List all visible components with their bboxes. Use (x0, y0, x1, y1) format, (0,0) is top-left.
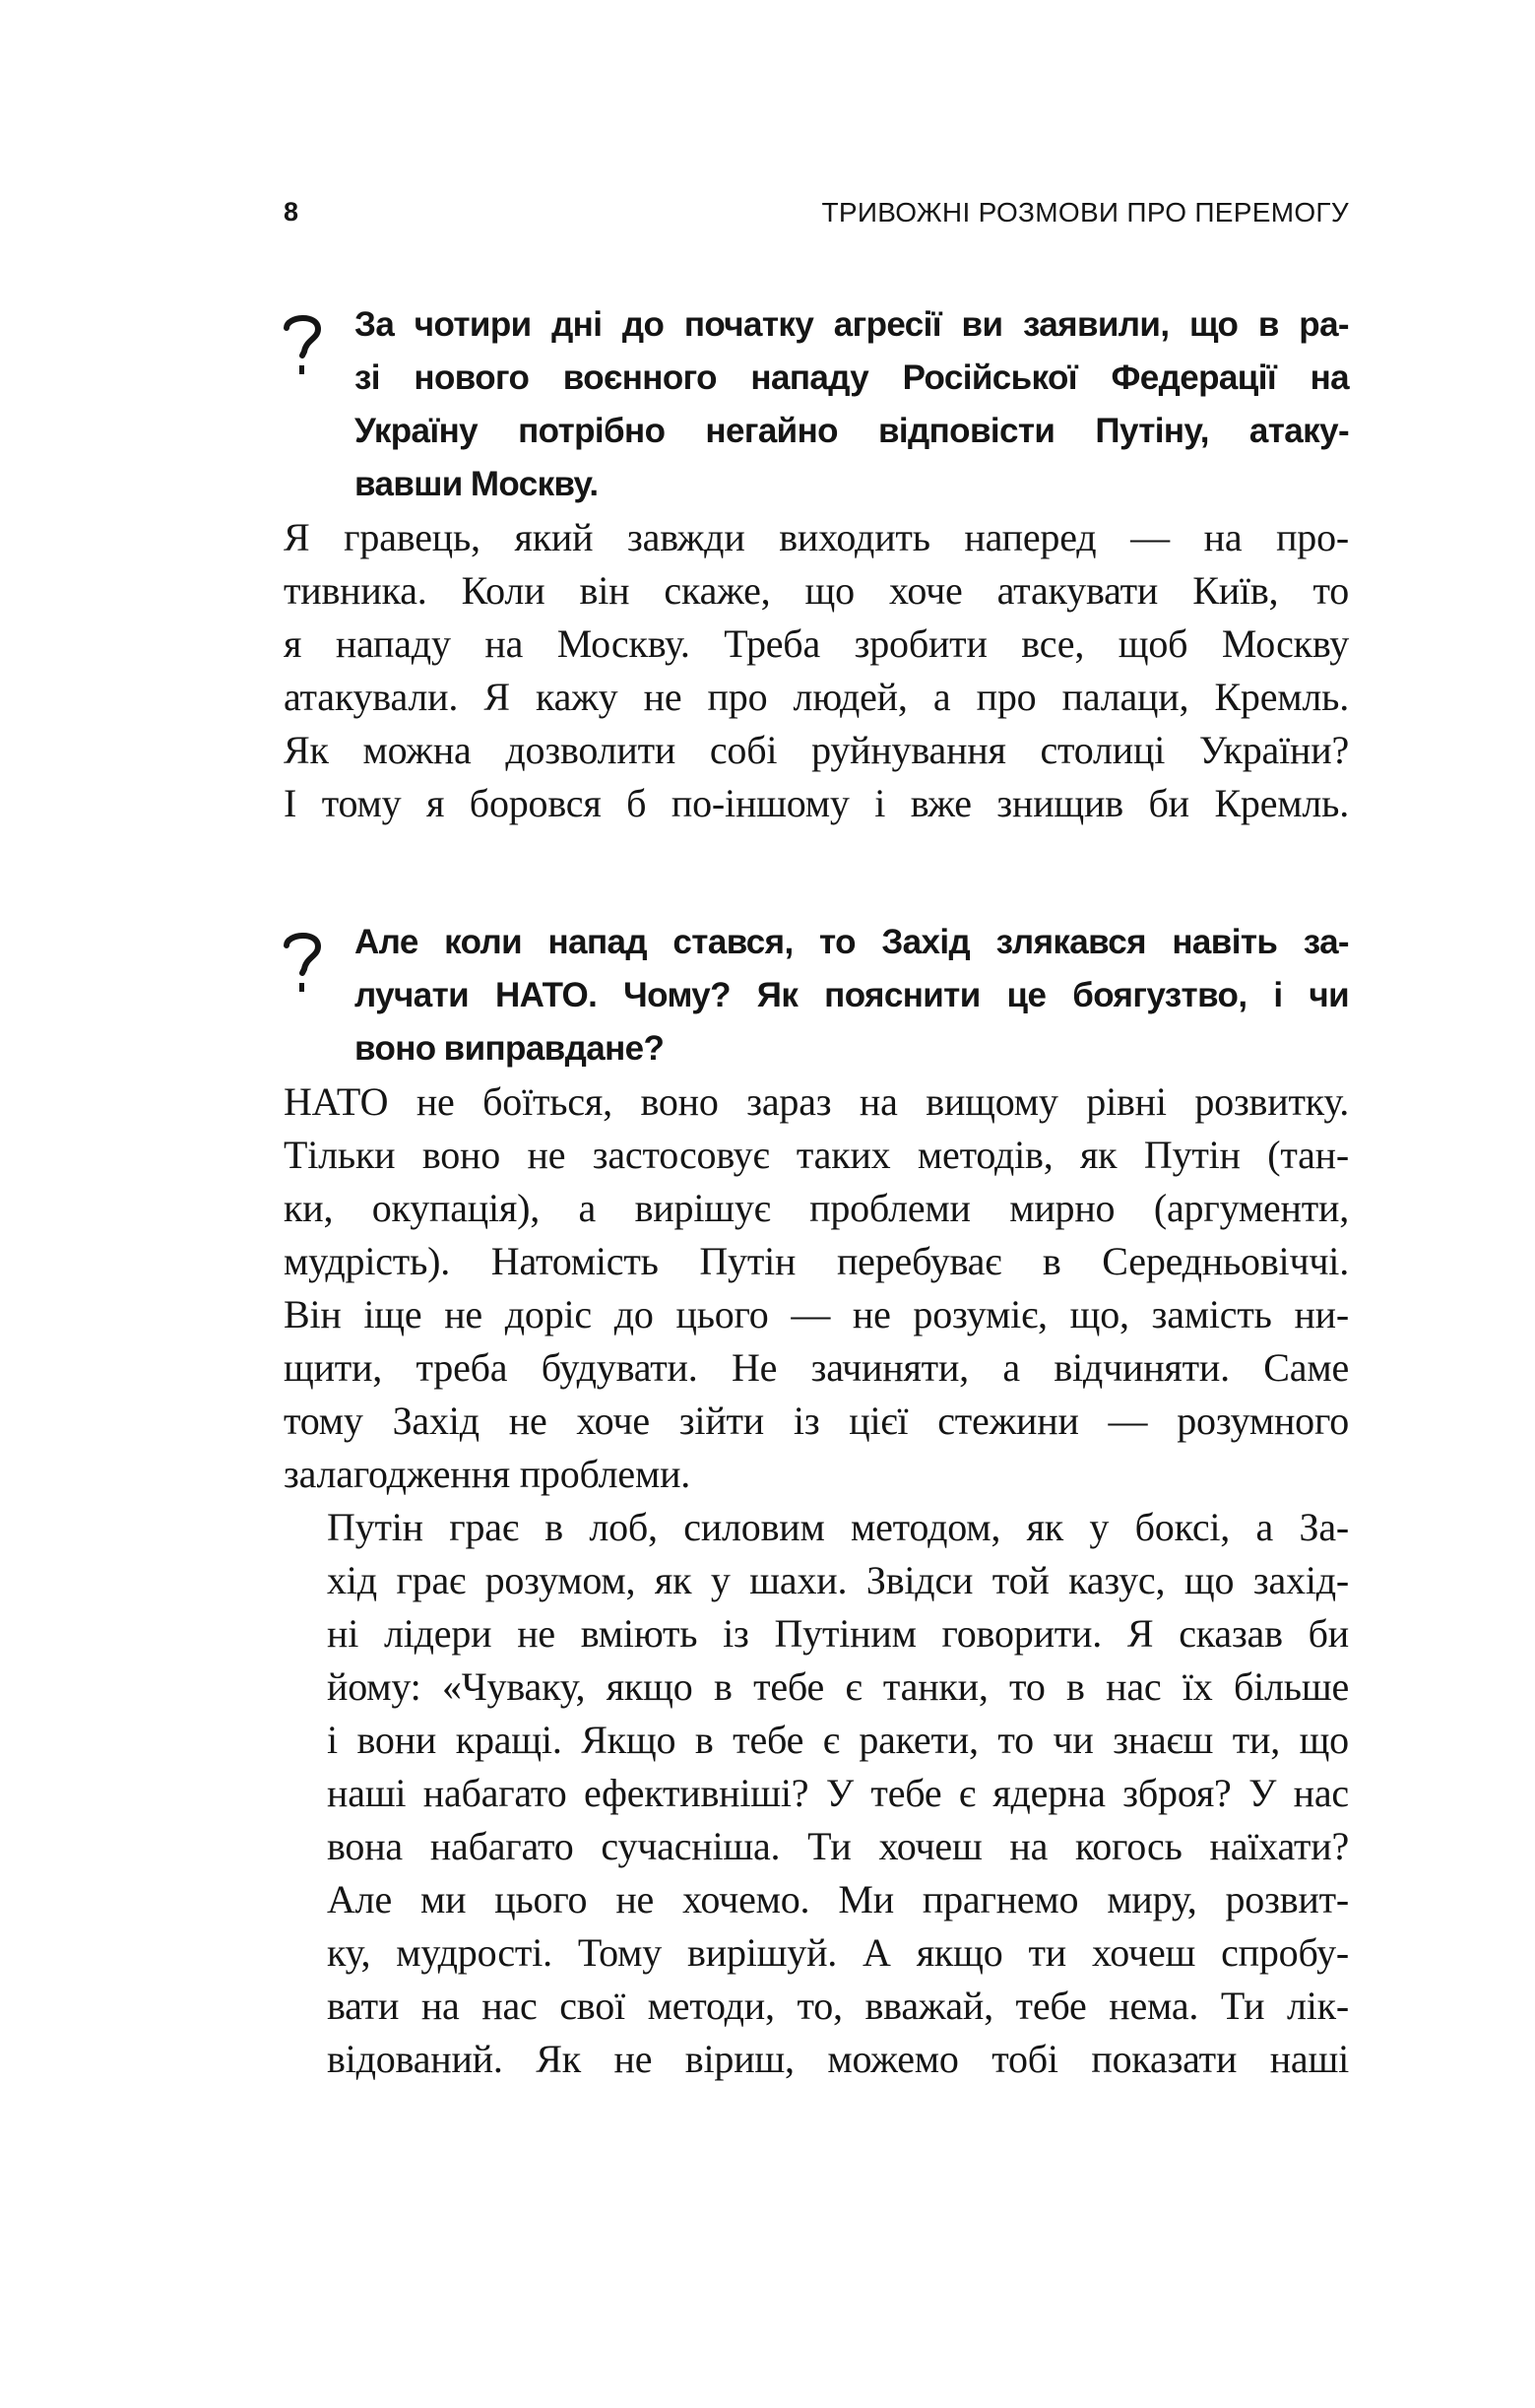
answer-line: Путін грає в лоб, силовим методом, як у боксі, а За- (327, 1505, 1349, 1549)
answer-line: Але ми цього не хочемо. Ми прагнемо миру, розвит- (327, 1877, 1349, 1921)
answer-line: наші набагато ефективніші? У тебе є ядерна зброя? У нас (327, 1771, 1349, 1815)
running-title: ТРИВОЖНІ РОЗМОВИ ПРО ПЕРЕМОГУ (821, 197, 1349, 228)
answer-paragraph (284, 511, 1349, 830)
answer-line: Він іще не доріс до цього — не розуміє, що, замість ни- (284, 1292, 1349, 1336)
qa-block-2 (284, 916, 1349, 2086)
answer-line: вати на нас свої методи, то, вважай, тебе нема. Ти лік- (327, 1984, 1349, 2028)
question-line: Україну потрібно негайно відповісти Путіну, атаку- (354, 412, 1349, 450)
answer-paragraph (284, 1501, 1349, 2086)
question-mark-icon (284, 312, 321, 381)
qa-block-1 (284, 298, 1349, 830)
answer-line: йому: «Чуваку, якщо в тебе є танки, то в нас їх більше (327, 1664, 1349, 1709)
question-mark-icon (284, 930, 321, 999)
answer-line: Як можна дозволити собі руйнування столиці України? (284, 728, 1349, 772)
answer-line: вона набагато сучасніша. Ти хочеш на когось наїхати? (327, 1824, 1349, 1868)
question-line: За чотири дні до початку агресії ви заявили, що в ра- (354, 305, 1349, 344)
question-line: Але коли напад стався, то Захід злякався навіть за- (354, 923, 1349, 961)
answer-line: ку, мудрості. Тому вирішуй. А якщо ти хочеш спробу- (327, 1930, 1349, 1975)
page-number: 8 (284, 197, 299, 227)
answer-line: залагодження проблеми. (284, 1452, 691, 1496)
answer-line: я нападу на Москву. Треба зробити все, щоб Москву (284, 621, 1349, 666)
question-2 (284, 916, 1349, 1075)
answer-line: щити, треба будувати. Не зачиняти, а відчиняти. Саме (284, 1345, 1349, 1390)
answer-2 (284, 1075, 1349, 2086)
answer-line: ні лідери не вміють із Путіним говорити. Я сказав би (327, 1611, 1349, 1656)
answer-line: Тільки воно не застосовує таких методів, як Путін (тан- (284, 1133, 1349, 1177)
answer-1 (284, 511, 1349, 830)
answer-line: і вони кращі. Якщо в тебе є ракети, то чи знаєш ти, що (327, 1718, 1349, 1762)
answer-paragraph (284, 1075, 1349, 1501)
answer-line: тивника. Коли він скаже, що хоче атакувати Київ, то (284, 568, 1349, 613)
answer-line: НАТО не боїться, воно зараз на вищому рівні розвитку. (284, 1079, 1349, 1124)
answer-line: тому Захід не хоче зійти із цієї стежини — розумного (284, 1399, 1349, 1443)
question-line: воно виправдане? (354, 1029, 665, 1068)
answer-line: атакували. Я кажу не про людей, а про палаци, Кремль. (284, 675, 1349, 719)
question-line: лучати НАТО. Чому? Як пояснити це боягузтво, і чи (354, 976, 1349, 1014)
question-line: зі нового воєнного нападу Російської Федерації на (354, 358, 1349, 397)
answer-line: хід грає розумом, як у шахи. Звідси той казус, що захід- (327, 1558, 1349, 1602)
answer-line: відований. Як не віриш, можемо тобі показати наші (327, 2037, 1349, 2081)
answer-line: Я гравець, який завжди виходить наперед — на про- (284, 515, 1349, 559)
page-header (284, 197, 1349, 246)
question-line: вавши Москву. (354, 465, 599, 503)
answer-line: ки, окупація), а вирішує проблеми мирно (аргументи, (284, 1186, 1349, 1230)
question-1 (284, 298, 1349, 511)
answer-line: І тому я боровся б по-іншому і вже знищив би Кремль. (284, 781, 1349, 825)
answer-line: мудрість). Натомість Путін перебуває в Середньовіччі. (284, 1239, 1349, 1283)
